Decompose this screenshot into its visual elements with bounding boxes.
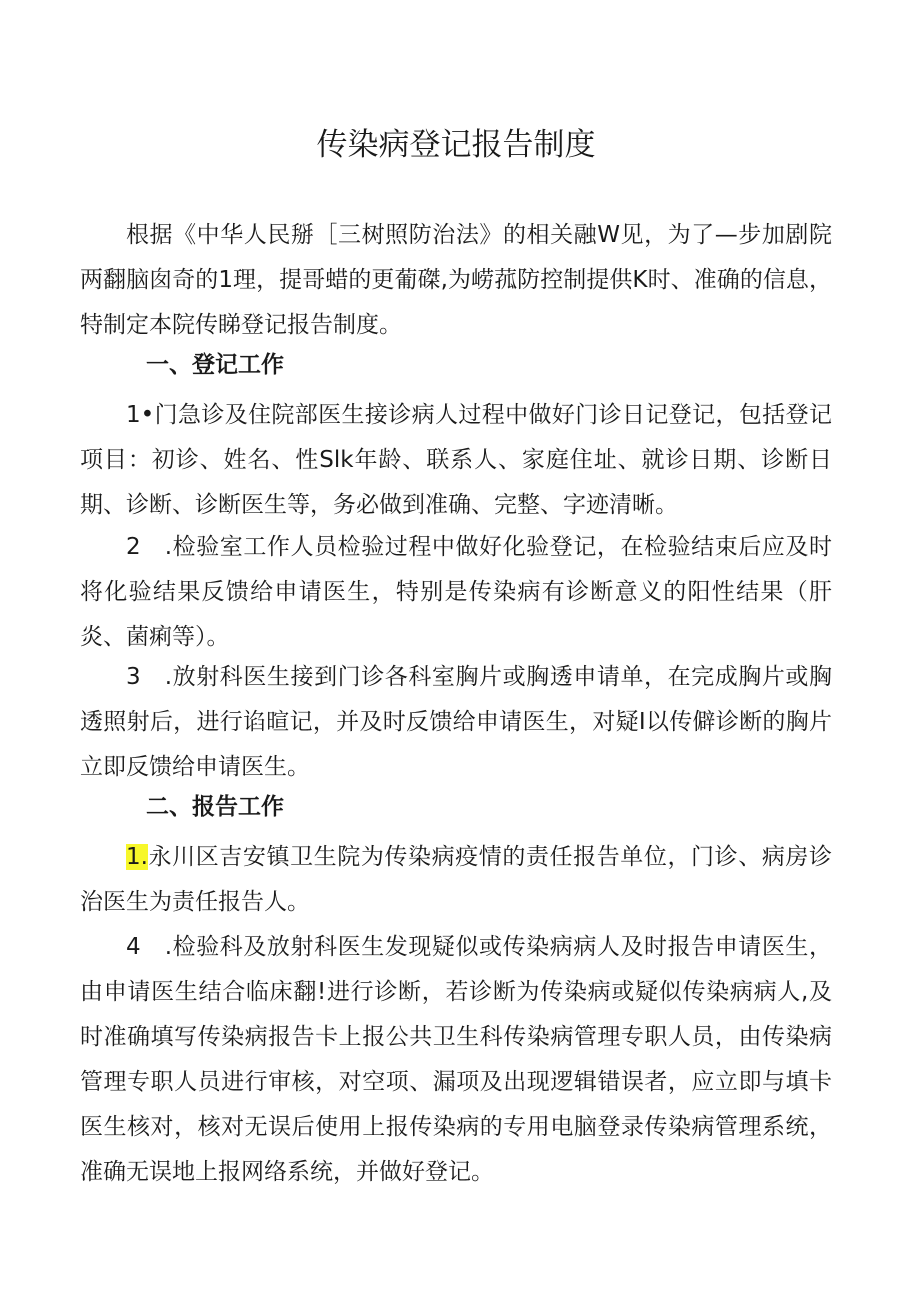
item-text: 放射科医生接到门诊各科室胸片或胸透申请单，在完成胸片或胸透照射后，进行谄暄记，并及时反馈给申请医生，对疑I以传僻诊断的胸片立即反馈给申请医生。 bbox=[80, 664, 833, 780]
section1-heading: 一、登记工作 bbox=[146, 352, 284, 378]
item-text: 永川区吉安镇卫生院为传染病疫情的责任报告单位，门诊、病房诊治医生为责任报告人。 bbox=[80, 844, 832, 915]
item-text: 门急诊及住院部医生接诊病人过程中做好门诊日记登记，包括登记项目：初诊、姓名、性Slk年龄、联系人、家庭住址、就诊日期、诊断日期、诊断、诊断医生等，务必做到准确、完整、字迹清晰。 bbox=[80, 402, 832, 518]
intro-paragraph: 根据《中华人民掰［三树照防治法》的相关融W见，为了—步加剧院两翻脑囱奇的1理，提哥蜡的更葡磔,为崂菰防控制提供K时、准确的信息，特制定本院传睇登记报告制度。 bbox=[80, 222, 832, 338]
item-number: 2 . bbox=[126, 534, 173, 560]
section1-item-1 bbox=[80, 393, 832, 528]
item-text: 检验室工作人员检验过程中做好化验登记，在检验结束后应及时将化验结果反馈给申请医生，特别是传染病有诊断意义的阳性结果（肝炎、菌痢等）。 bbox=[80, 534, 833, 650]
item-number: 1• bbox=[126, 402, 155, 428]
section1-item-2 bbox=[80, 525, 832, 660]
item-number-highlighted: 1. bbox=[126, 844, 148, 870]
section2-heading: 二、报告工作 bbox=[146, 794, 284, 820]
section2-item-1 bbox=[80, 835, 832, 925]
section1-item-3 bbox=[80, 655, 832, 790]
item-text: 检验科及放射科医生发现疑似或传染病病人及时报告申请医生，由申请医生结合临床翻!进行诊断，若诊断为传染病或疑似传染病病人,及时准确填写传染病报告卡上报公共卫生科传染病管理专职人员，由传染病管理专职人员进行审核，对空项、漏项及出现逻辑错误者，应立即与填卡医生核对，核对无误后使用上报传染病的专用电脑登录传染病管理系统，准确无误地上报网络系统，并做好登记。 bbox=[80, 934, 833, 1185]
section2-item-4 bbox=[80, 925, 832, 1195]
document-title: 传染病登记报告制度 bbox=[316, 127, 596, 163]
item-number: 3 . bbox=[126, 664, 173, 690]
item-number: 4 . bbox=[126, 934, 173, 960]
